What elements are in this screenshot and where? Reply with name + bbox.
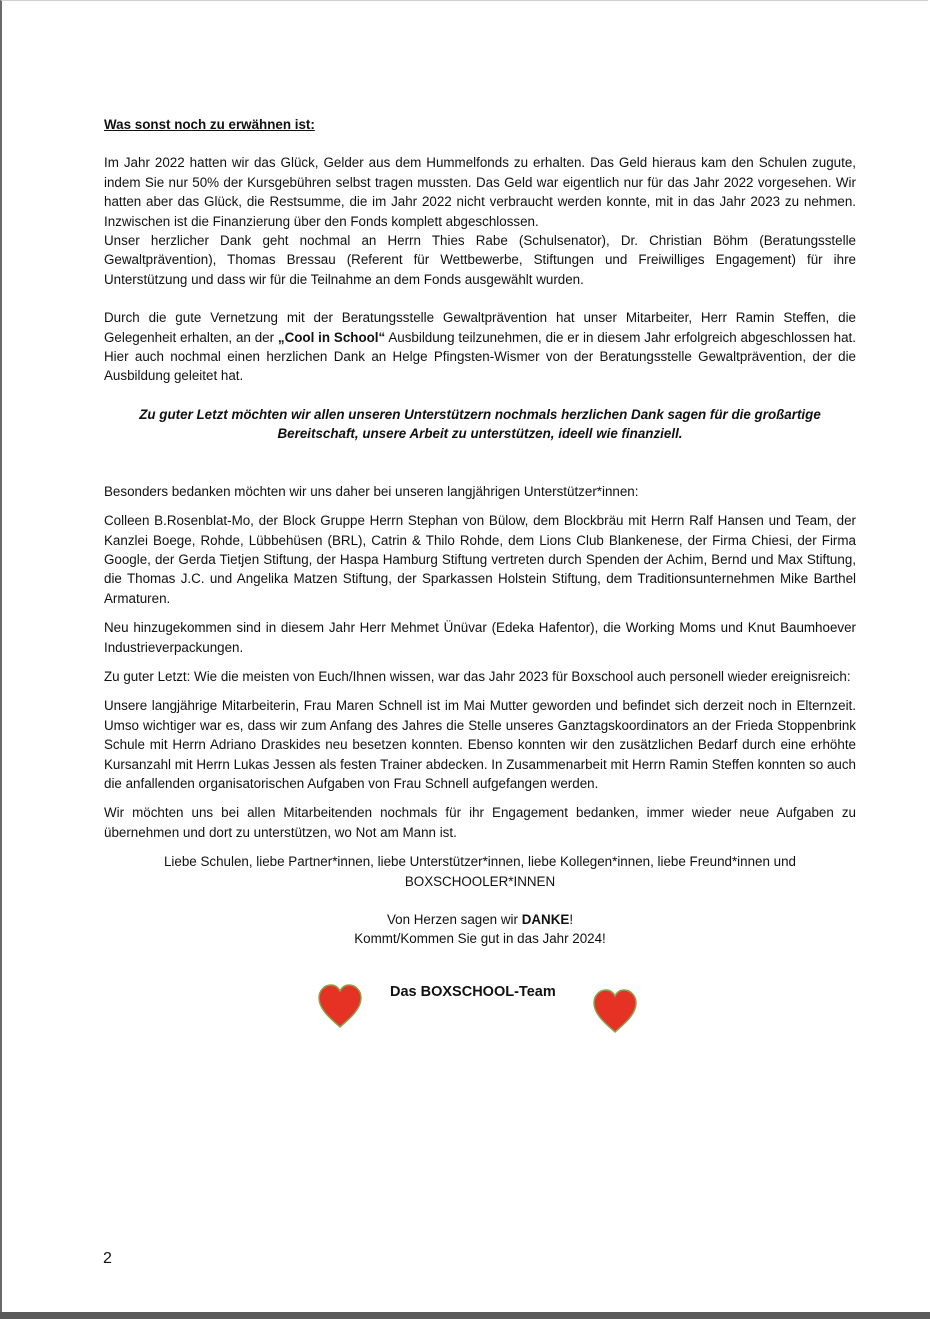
heart-icon	[315, 981, 365, 1031]
closing-thanks	[104, 910, 856, 949]
paragraph-supporters-list: Colleen B.Rosenblat-Mo, der Block Gruppe Herrn Stephan von Bülow, dem Blockbräu mit Herrn Ralf Hansen und Team, der Kanzlei Boege, Rohde, Lübbehüsen (BRL), Catrin & Thilo Rohde, dem Lions Club Blankenese, der Firma Chiesi, der Firma Google, der Gerda Tietjen Stiftung, der Haspa Hamburg Stiftung vertreten durch Spenden der Achim, Bernd und Max Stiftung, die Thomas J.C. und Angelika Matzen Stiftung, der Sparkassen Holstein Stiftung, dem Traditionsunternehmen Mike Barthel Armaturen.	[104, 513, 856, 606]
text-run: Durch die gute Vernetzung mit der Beratungsstelle Gewaltprävention hat unser Mitarbeiter, Herr Ramin Steffen, die Gelegenheit erhalten, an der	[104, 310, 856, 345]
paragraph-personnel-intro: Zu guter Letzt: Wie die meisten von Euch/Ihnen wissen, war das Jahr 2023 für Boxschool auch personell wieder ereignisreich:	[104, 668, 851, 684]
text-run: !	[569, 912, 574, 927]
viewer-bottom-edge	[0, 1312, 930, 1319]
heart-icon	[590, 986, 640, 1036]
page-content	[104, 115, 856, 949]
paragraph-cool-in-school	[104, 308, 856, 386]
signature: Das BOXSCHOOL-Team	[390, 984, 556, 1000]
paragraph-hummelfonds: Im Jahr 2022 hatten wir das Glück, Gelder aus dem Hummelfonds zu erhalten. Das Geld hieraus kam den Schulen zugute, indem Sie nur 50% der Kursgebühren selbst tragen mussten. Das Geld war eigentlich nur für das Jahr 2022 vorgesehen. Wir hatten aber das Glück, die Restsumme, die im Jahr 2022 nicht verbraucht werden konnte, mit in das Jahr 2023 zu nehmen. Inzwischen ist die Finanzierung über den Fonds komplett abgeschlossen.	[104, 155, 856, 229]
closing-line-2: BOXSCHOOLER*INNEN	[404, 873, 556, 889]
paragraph-thanks-senator: Unser herzlicher Dank geht nochmal an Herrn Thies Rabe (Schulsenator), Dr. Christian Böhm (Beratungsstelle Gewaltprävention), Thomas Bressau (Referent für Wettbewerbe, Stiftungen und Freiwilliges Engagement) für ihre Unterstützung und dass wir für die Teilnahme an dem Fonds ausgewählt wurden.	[104, 233, 856, 287]
text-run: Von Herzen sagen wir	[386, 912, 522, 927]
paragraph-personnel: Unsere langjährige Mitarbeiterin, Frau Maren Schnell ist im Mai Mutter geworden und befindet sich derzeit noch in Elternzeit. Umso wichtiger war es, dass wir zum Anfang des Jahres die Stelle unseres Ganztagskoordinators an der Frieda Stoppenbrink Schule mit Herrn Adriano Draskides neu besetzen konnten. Ebenso konnten wir den zusätzlichen Bedarf durch eine erhöhte Kursanzahl mit Herrn Lukas Jessen als festen Trainer abdecken. In Zusammenarbeit mit Herrn Ramin Steffen konnten so auch die anfallenden organisatorischen Aufgaben von Frau Schnell aufgefangen werden.	[104, 698, 856, 791]
cool-in-school-bold: „Cool in School“	[277, 329, 386, 345]
section-heading: Was sonst noch zu erwähnen ist:	[104, 117, 315, 132]
thanks-quote: Zu guter Letzt möchten wir allen unseren Unterstützern nochmals herzlichen Dank sagen für die großartige Bereitschaft, unsere Arbeit zu unterstützen, ideell wie finanziell.	[139, 406, 821, 442]
paragraph-staff-thanks: Wir möchten uns bei allen Mitarbeitenden nochmals für ihr Engagement bedanken, immer wieder neue Aufgaben zu übernehmen und dort zu unterstützen, wo Not am Mann ist.	[104, 805, 856, 840]
danke-line	[104, 910, 856, 929]
danke-bold: DANKE	[521, 912, 570, 927]
text-run: Ausbildung teilzunehmen, die er in diesem Jahr erfolgreich abgeschlossen hat. Hier auch nochmal einen herzlichen Dank an Helge Pfingsten-Wismer von der Beratungsstelle Gewaltprävention, der die Ausbildung geleitet hat.	[104, 329, 856, 384]
closing-greeting	[104, 852, 856, 891]
paragraph-supporters-intro: Besonders bedanken möchten wir uns daher bei unseren langjährigen Unterstützer*innen:	[104, 483, 639, 499]
page-number: 2	[103, 1250, 112, 1267]
paragraph-new-supporters: Neu hinzugekommen sind in diesem Jahr Herr Mehmet Ünüvar (Edeka Hafentor), die Working Moms und Knut Baumhoever Industrieverpackungen.	[104, 620, 856, 655]
new-year-line: Kommt/Kommen Sie gut in das Jahr 2024!	[354, 931, 606, 947]
closing-line-1: Liebe Schulen, liebe Partner*innen, liebe Unterstützer*innen, liebe Kollegen*innen, liebe Freund*innen und	[163, 854, 797, 870]
